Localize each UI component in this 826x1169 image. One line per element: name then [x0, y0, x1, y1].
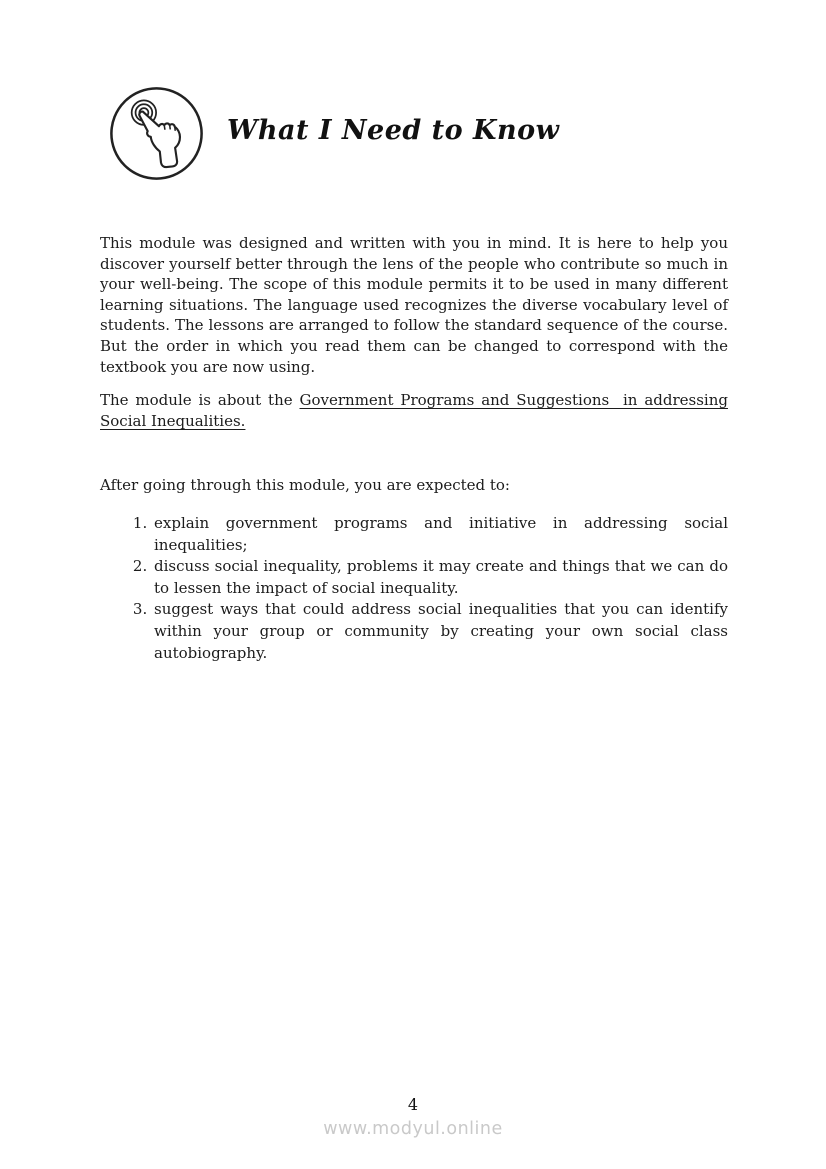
objective-item-3: 3. suggest ways that could address social inequalities that you can identify within your group or community by creating your own social class autobiography.: [152, 599, 728, 664]
intro-paragraph: This module was designed and written with you in mind. It is here to help you discover yourself better through the lens of the people who contribute so much in your well-being. The scope of this module permits it to be used in many different learning situations. The language used recognizes the diverse vocabulary level of students. The lessons are arranged to follow the standard sequence of the course. But the order in which you read them can be changed to correspond with the textbook you are now using.: [100, 234, 728, 376]
about-prefix-text: The module is about the: [100, 391, 300, 410]
objective-item-2: 2. discuss social inequality, problems it may create and things that we can do to lessen the impact of social inequality.: [152, 556, 728, 599]
body-content: [100, 233, 728, 664]
touch-tap-icon: [108, 85, 205, 182]
expectations-intro: After going through this module, you are expected to:: [100, 476, 510, 495]
page-number: 4: [407, 1095, 419, 1114]
page-title: What I Need to Know: [227, 115, 560, 146]
section-header: [108, 85, 559, 182]
objective-item-1: 1. explain government programs and initiative in addressing social inequalities;: [152, 513, 728, 556]
objectives-list: [100, 513, 728, 664]
about-paragraph: [100, 390, 728, 431]
about-topic-underlined-text: Government Programs and Suggestions in addressing Social Inequalities.: [100, 391, 728, 430]
watermark-text: www.modyul.online: [323, 1119, 503, 1139]
